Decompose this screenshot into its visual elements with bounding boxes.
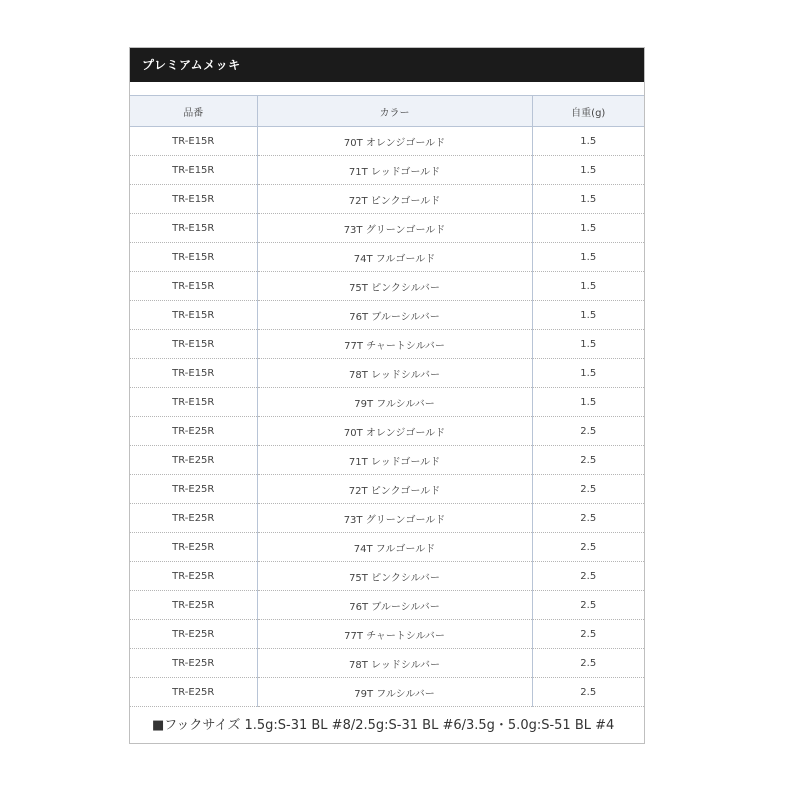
weight-cell: 1.5 bbox=[532, 243, 644, 272]
color-cell: 76T ブルーシルバー bbox=[257, 591, 532, 620]
part-number-cell: TR-E25R bbox=[130, 562, 257, 591]
table-row bbox=[130, 417, 644, 446]
part-number-cell: TR-E15R bbox=[130, 359, 257, 388]
color-cell: 73T グリーンゴールド bbox=[257, 214, 532, 243]
weight-cell: 2.5 bbox=[532, 562, 644, 591]
part-number-cell: TR-E15R bbox=[130, 185, 257, 214]
part-number-cell: TR-E25R bbox=[130, 533, 257, 562]
table-row bbox=[130, 475, 644, 504]
spec-panel bbox=[129, 47, 645, 744]
table-row bbox=[130, 272, 644, 301]
part-number-cell: TR-E15R bbox=[130, 214, 257, 243]
part-number-cell: TR-E15R bbox=[130, 388, 257, 417]
table-row bbox=[130, 156, 644, 185]
color-cell: 72T ピンクゴールド bbox=[257, 185, 532, 214]
weight-cell: 1.5 bbox=[532, 272, 644, 301]
color-cell: 79T フルシルバー bbox=[257, 678, 532, 707]
table-header-row bbox=[130, 96, 644, 127]
part-number-cell: TR-E15R bbox=[130, 301, 257, 330]
panel-title: プレミアムメッキ bbox=[130, 48, 644, 82]
spec-table bbox=[130, 95, 644, 707]
weight-cell: 2.5 bbox=[532, 533, 644, 562]
table-row bbox=[130, 446, 644, 475]
table-row bbox=[130, 533, 644, 562]
part-number-cell: TR-E25R bbox=[130, 591, 257, 620]
weight-cell: 2.5 bbox=[532, 591, 644, 620]
part-number-cell: TR-E15R bbox=[130, 243, 257, 272]
part-number-cell: TR-E25R bbox=[130, 620, 257, 649]
table-row bbox=[130, 330, 644, 359]
color-cell: 77T チャートシルバー bbox=[257, 620, 532, 649]
weight-cell: 2.5 bbox=[532, 620, 644, 649]
table-row bbox=[130, 301, 644, 330]
part-number-cell: TR-E25R bbox=[130, 678, 257, 707]
table-row bbox=[130, 504, 644, 533]
weight-cell: 2.5 bbox=[532, 678, 644, 707]
part-number-cell: TR-E25R bbox=[130, 446, 257, 475]
weight-cell: 1.5 bbox=[532, 127, 644, 156]
color-cell: 78T レッドシルバー bbox=[257, 649, 532, 678]
table-row bbox=[130, 388, 644, 417]
color-cell: 71T レッドゴールド bbox=[257, 446, 532, 475]
part-number-cell: TR-E15R bbox=[130, 127, 257, 156]
hook-size-note: ■フックサイズ 1.5g:S-31 BL #8/2.5g:S-31 BL #6/3.5g・5.0g:S-51 BL #4 bbox=[152, 718, 615, 733]
table-row bbox=[130, 620, 644, 649]
part-number-cell: TR-E15R bbox=[130, 330, 257, 359]
weight-cell: 1.5 bbox=[532, 359, 644, 388]
table-row bbox=[130, 214, 644, 243]
color-cell: 79T フルシルバー bbox=[257, 388, 532, 417]
color-cell: 73T グリーンゴールド bbox=[257, 504, 532, 533]
table-row bbox=[130, 591, 644, 620]
weight-cell: 1.5 bbox=[532, 330, 644, 359]
weight-cell: 2.5 bbox=[532, 649, 644, 678]
column-header-color: カラー bbox=[257, 96, 532, 127]
table-row bbox=[130, 185, 644, 214]
color-cell: 78T レッドシルバー bbox=[257, 359, 532, 388]
color-cell: 71T レッドゴールド bbox=[257, 156, 532, 185]
column-header-part-number: 品番 bbox=[130, 96, 257, 127]
color-cell: 74T フルゴールド bbox=[257, 243, 532, 272]
weight-cell: 1.5 bbox=[532, 156, 644, 185]
table-row bbox=[130, 562, 644, 591]
color-cell: 76T ブルーシルバー bbox=[257, 301, 532, 330]
table-row bbox=[130, 649, 644, 678]
color-cell: 74T フルゴールド bbox=[257, 533, 532, 562]
part-number-cell: TR-E25R bbox=[130, 504, 257, 533]
part-number-cell: TR-E15R bbox=[130, 272, 257, 301]
table-row bbox=[130, 243, 644, 272]
part-number-cell: TR-E25R bbox=[130, 649, 257, 678]
color-cell: 77T チャートシルバー bbox=[257, 330, 532, 359]
column-header-weight: 自重(g) bbox=[532, 96, 644, 127]
weight-cell: 2.5 bbox=[532, 417, 644, 446]
table-row bbox=[130, 359, 644, 388]
color-cell: 70T オレンジゴールド bbox=[257, 417, 532, 446]
part-number-cell: TR-E25R bbox=[130, 475, 257, 504]
part-number-cell: TR-E15R bbox=[130, 156, 257, 185]
weight-cell: 1.5 bbox=[532, 301, 644, 330]
table-row bbox=[130, 678, 644, 707]
color-cell: 75T ピンクシルバー bbox=[257, 272, 532, 301]
color-cell: 70T オレンジゴールド bbox=[257, 127, 532, 156]
weight-cell: 1.5 bbox=[532, 388, 644, 417]
color-cell: 72T ピンクゴールド bbox=[257, 475, 532, 504]
weight-cell: 2.5 bbox=[532, 475, 644, 504]
weight-cell: 2.5 bbox=[532, 446, 644, 475]
weight-cell: 1.5 bbox=[532, 185, 644, 214]
part-number-cell: TR-E25R bbox=[130, 417, 257, 446]
weight-cell: 2.5 bbox=[532, 504, 644, 533]
color-cell: 75T ピンクシルバー bbox=[257, 562, 532, 591]
table-row bbox=[130, 127, 644, 156]
weight-cell: 1.5 bbox=[532, 214, 644, 243]
